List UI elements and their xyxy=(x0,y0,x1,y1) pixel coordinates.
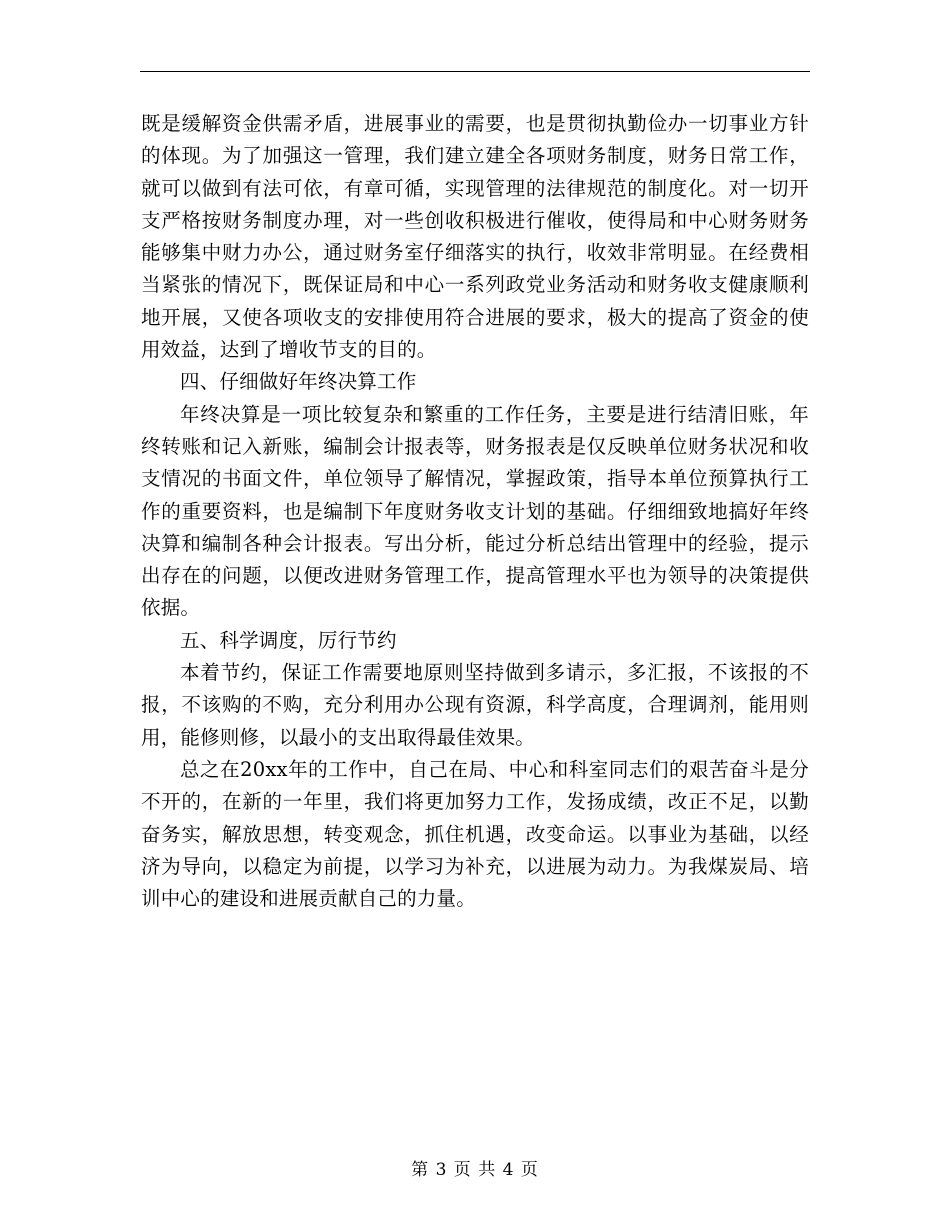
document-body xyxy=(141,108,809,915)
section-heading-5: 五、科学调度，厉行节约 xyxy=(180,628,397,652)
paragraph-conclusion: 总之在20xx年的工作中，自己在局、中心和科室同志们的艰苦奋斗是分不开的，在新的一年里，我们将更加努力工作，发扬成绩，改正不足，以勤奋务实，解放思想，转变观念，抓住机遇，改变命运。以事业为基础，以经济为导向，以稳定为前提，以学习为补充，以进展为动力。为我煤炭局、培训中心的建设和进展贡献自己的力量。 xyxy=(141,757,809,911)
paragraph-continuation: 既是缓解资金供需矛盾，进展事业的需要，也是贯彻执勤俭办一切事业方针的体现。为了加强这一管理，我们建立建全各项财务制度，财务日常工作，就可以做到有法可依，有章可循，实现管理的法律规范的制度化。对一切开支严格按财务制度办理，对一些创收积极进行催收，使得局和中心财务财务能够集中财力办公，通过财务室仔细落实的执行，收效非常明显。在经费相当紧张的情况下，既保证局和中心一系列政党业务活动和财务收支健康顺利地开展，又使各项收支的安排使用符合进展的要求，极大的提高了资金的使用效益，达到了增收节支的目的。 xyxy=(141,112,809,362)
page-number-footer: 第 3 页 共 4 页 xyxy=(411,1160,539,1180)
header-rule xyxy=(140,71,810,72)
paragraph-year-end-accounts: 年终决算是一项比较复杂和繁重的工作任务，主要是进行结清旧账，年终转账和记入新账，编制会计报表等，财务报表是仅反映单位财务状况和收支情况的书面文件，单位领导了解情况，掌握政策，指导本单位预算执行工作的重要资料，也是编制下年度财务收支计划的基础。仔细细致地搞好年终决算和编制各种会计报表。写出分析，能过分析总结出管理中的经验，提示出存在的问题，以便改进财务管理工作，提高管理水平也为领导的决策提供依据。 xyxy=(141,402,809,620)
section-heading-4: 四、仔细做好年终决算工作 xyxy=(180,370,417,394)
paragraph-economy: 本着节约，保证工作需要地原则坚持做到多请示，多汇报，不该报的不报，不该购的不购，充分利用办公现有资源，科学高度，合理调剂，能用则用，能修则修，以最小的支出取得最佳效果。 xyxy=(141,661,809,749)
